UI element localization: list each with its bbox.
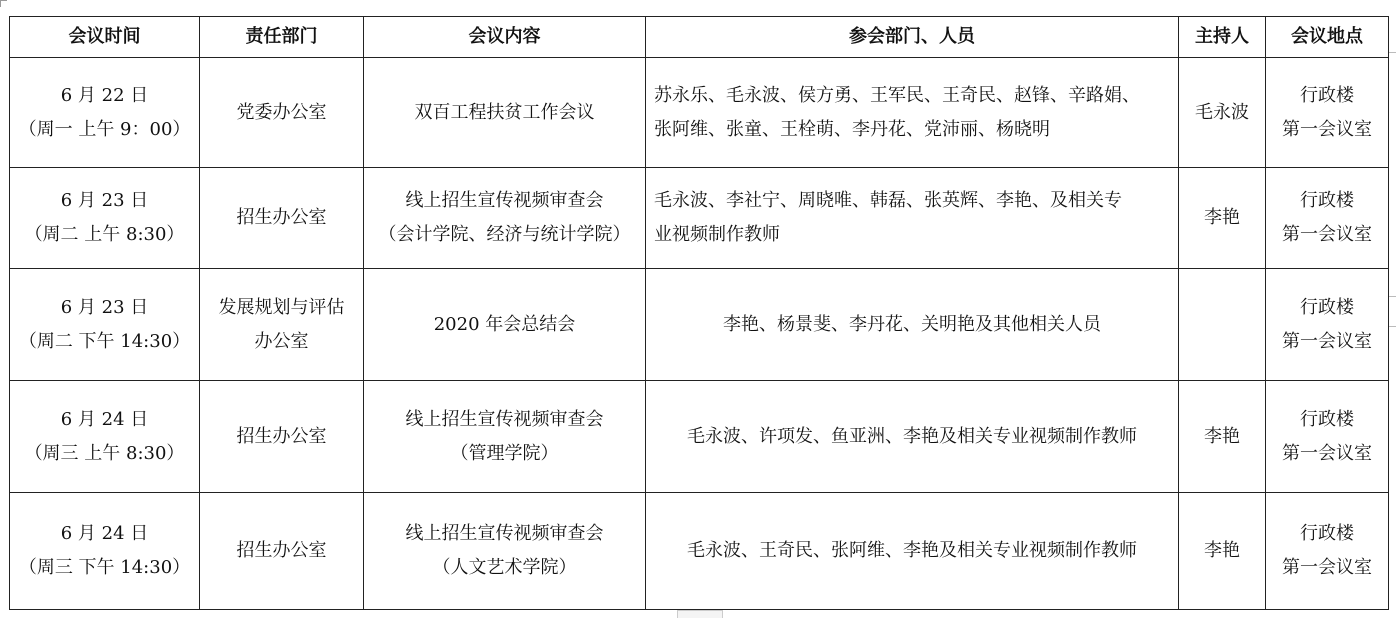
table-row [10,381,1389,493]
cell-location [1266,381,1389,493]
location-line: 行政楼 [1300,190,1354,211]
location-line: 第一会议室 [1282,330,1372,352]
meeting-date: 6 月 22 日 [60,84,149,106]
cell-department [200,493,364,610]
location-line: 第一会议室 [1282,118,1372,140]
cell-time [10,381,200,493]
cell-participants [646,381,1179,493]
table-row [10,493,1389,610]
table-row [10,168,1389,269]
cell-department [200,168,364,269]
header-content: 会议内容 [364,17,646,58]
cell-host: 李艳 [1179,493,1266,610]
table-row [10,58,1389,168]
page-corner-mark [0,0,7,7]
location-line: 行政楼 [1300,523,1354,544]
cell-content [364,493,646,610]
participants-line: 张阿维、张童、王栓萌、李丹花、党沛丽、杨晓明 [654,118,1050,140]
cell-content [364,168,646,269]
location-line: 第一会议室 [1282,224,1372,245]
participants-line: 业视频制作教师 [654,224,780,245]
meeting-date: 6 月 23 日 [60,296,149,318]
header-host: 主持人 [1179,17,1266,58]
content-line: 2020 年会总结会 [433,313,576,335]
cell-content [364,58,646,168]
content-line: （管理学院） [450,442,559,464]
department-line: 党委办公室 [236,101,327,123]
table-header-row [10,17,1389,58]
header-location: 会议地点 [1266,17,1389,58]
cell-participants [646,58,1179,168]
cell-participants [646,168,1179,269]
participants-line: 毛永波、许项发、鱼亚洲、李艳及相关专业视频制作教师 [687,425,1137,447]
header-time: 会议时间 [10,17,200,58]
cell-content [364,381,646,493]
cell-location [1266,168,1389,269]
cell-participants [646,269,1179,381]
content-line: （人文艺术学院） [432,557,577,578]
cell-location [1266,269,1389,381]
cell-department [200,381,364,493]
meeting-time: （周二 下午 14:30） [18,330,191,352]
department-line: 招生办公室 [236,540,327,561]
cell-location [1266,58,1389,168]
department-line: 招生办公室 [236,425,327,447]
cell-time [10,168,200,269]
location-line: 行政楼 [1300,84,1354,106]
meeting-time: （周一 上午 9：00） [18,118,191,140]
cell-time [10,493,200,610]
cell-department [200,58,364,168]
participants-line: 苏永乐、毛永波、侯方勇、王军民、王奇民、赵锋、辛路娟、 [654,84,1140,106]
cell-host: 李艳 [1179,168,1266,269]
cell-department [200,269,364,381]
content-line: 双百工程扶贫工作会议 [414,101,595,123]
cell-location [1266,493,1389,610]
department-line: 招生办公室 [236,207,327,228]
cell-host: 李艳 [1179,381,1266,493]
location-line: 第一会议室 [1282,557,1372,578]
meeting-time: （周二 上午 8:30） [24,224,185,245]
meeting-time: （周三 下午 14:30） [18,557,191,578]
content-line: 线上招生宣传视频审查会 [405,408,604,430]
location-line: 行政楼 [1300,296,1354,318]
content-line: 线上招生宣传视频审查会 [405,523,604,544]
department-line: 办公室 [254,330,309,352]
header-department: 责任部门 [200,17,364,58]
location-line: 第一会议室 [1282,442,1372,464]
participants-line: 毛永波、王奇民、张阿维、李艳及相关专业视频制作教师 [687,540,1137,561]
header-participants: 参会部门、人员 [646,17,1179,58]
table-row [10,269,1389,381]
cell-content [364,269,646,381]
cell-host: 毛永波 [1179,58,1266,168]
department-line: 发展规划与评估 [218,296,345,318]
meeting-schedule-table [9,16,1389,610]
participants-line: 毛永波、李社宁、周晓唯、韩磊、张英辉、李艳、及相关专 [654,190,1122,211]
cell-time [10,58,200,168]
ruler-mark [1389,296,1396,297]
cell-host [1179,269,1266,381]
participants-line: 李艳、杨景斐、李丹花、关明艳及其他相关人员 [723,313,1101,335]
meeting-time: （周三 上午 8:30） [24,442,185,464]
content-line: （会计学院、经济与统计学院） [378,224,631,245]
cell-time [10,269,200,381]
ruler-mark [1389,326,1396,327]
content-line: 线上招生宣传视频审查会 [405,190,604,211]
cell-participants [646,493,1179,610]
ruler-mark [1389,52,1396,53]
meeting-date: 6 月 23 日 [60,190,149,211]
location-line: 行政楼 [1300,408,1354,430]
meeting-date: 6 月 24 日 [60,408,149,430]
meeting-date: 6 月 24 日 [60,523,149,544]
